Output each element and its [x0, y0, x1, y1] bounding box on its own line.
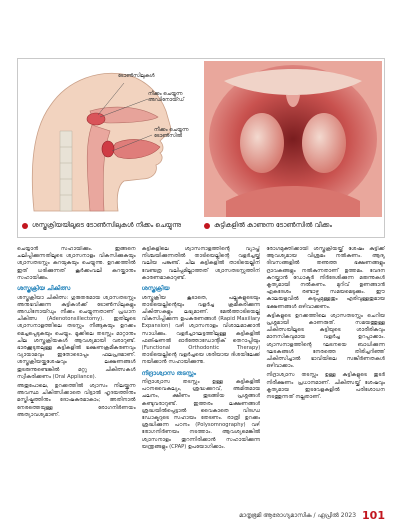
column-2	[142, 246, 261, 502]
page-number: 101	[362, 509, 385, 522]
paragraph: രോഗമുക്തിക്കായി ശസ്ത്രക്രിയയ്ക്ക് ശേഷം കുട്ടിക്ക് ആവശ്യമായ വിശ്രമം നൽകണം. ആദ്യ ദിവസങ്ങളിൽ തണുത്ത ഭക്ഷണങ്ങളും ദ്രാവകങ്ങളും നൽകുന്നതാണ് ഉത്തമം. വേദന കുറയ്ക്കാൻ ഡോക്ടർ നിർദേശിക്കുന്ന മരുന്നുകൾ കൃത്യമായി നൽകണം. മുറിവ് ഉണങ്ങാൻ ഏകദേശം രണ്ടാഴ്ച സമയമെടുക്കും. ഈ കാലയളവിൽ കടുപ്പമുള്ളതും എരിവുള്ളതുമായ ഭക്ഷണങ്ങൾ ഒഴിവാക്കണം.	[266, 246, 386, 310]
paragraph: കുട്ടികളുടെ ഉറക്കത്തിലെ ശ്വാസതടസ്സം ചെറിയ പ്രശ്നമായി കാണരുത്. സമയത്തുള്ള ചികിത്സയിലൂടെ കുട്ടിയുടെ ശാരീരികവും മാനസികവുമായ വളർച്ച ഉറപ്പാക്കാം. ശ്വാസനാളത്തിന്റെ ഘടനയെ ബാധിക്കുന്ന ഘടകങ്ങൾ നേരത്തെ തിരിച്ചറിഞ്ഞ് ചികിത്സിച്ചാൽ ഭാവിയിലെ സങ്കീർണതകൾ ഒഴിവാക്കാം.	[266, 312, 386, 370]
section-heading: ശസ്ത്രക്രിയ	[141, 285, 170, 293]
paragraph: നിദ്രാശ്വാസ തടസ്സം ഉള്ള കുട്ടികളിൽ പഠനവൈകല്യം, ശ്രദ്ധക്കുറവ്, അമിതമായ ചലനം, ക്ഷീണം തുടങ്ങിയ പ്രശ്നങ്ങൾ കണ്ടുവരാറുണ്ട്. ഇത്തരം ലക്ഷണങ്ങൾ ശ്രദ്ധയിൽപ്പെട്ടാൽ വൈകാതെ വിദഗ്ധ ഡോക്ടറുടെ സഹായം തേടണം. രാത്രി ഉറക്കം ശ്രദ്ധിക്കുന്ന പഠനം (Polysomnography) വഴി രോഗനിർണയം നടത്താം. ആവശ്യമെങ്കിൽ ശ്വാസനാളം തുറന്നിരിക്കാൻ സഹായിക്കുന്ന യന്ത്രങ്ങളും (CPAP) ഉപയോഗിക്കാം.	[141, 379, 261, 450]
caption-inflammation	[204, 221, 382, 230]
paragraph: ശസ്ത്രക്രിയാ ചികിത്സ: ഗുരുതരമായ ശ്വാസതടസ്സം അനുഭവിക്കുന്ന കുട്ടികൾക്ക് ടോൺസിലുകളും അഡിനോയ്ഡും നീക്കം ചെയ്യുന്നതാണ് പ്രധാന ചികിത്സ (Adenotonsillectomy). ഇതിലൂടെ ശ്വാസനാളത്തിലെ തടസ്സം നീങ്ങുകയും ഉറക്കം മെച്ചപ്പെടുകയും ചെയ്യും. മൂക്കിലെ തടസ്സം മാറ്റാനും ചില ശസ്ത്രക്രിയകൾ ആവശ്യമായി വരാറുണ്ട്. ഭാരക്കൂടുതലുള്ള കുട്ടികളിൽ ഭക്ഷണക്രമീകരണവും വ്യായാമവും ഇതോടൊപ്പം ഫലപ്രദമാണ്. ശസ്ത്രക്രിയയ്ക്കുശേഷവും ലക്ഷണങ്ങൾ തുടരുന്നുണ്ടെങ്കിൽ മറ്റു ചികിത്സകൾ സ്വീകരിക്കണം (Oral Appliance).	[17, 294, 136, 380]
label-tonsils: ടോൺസിലുകൾ	[118, 73, 155, 79]
figure-panel	[17, 58, 385, 238]
section-heading: നിദ്രാശ്വാസ തടസ്സം	[141, 369, 197, 377]
throat-anatomy-illustration	[20, 61, 196, 217]
caption-surgery-text: ശസ്ത്രക്രിയയിലൂടെ ടോൺസിലുകൾ നീക്കം ചെയ്യുന്നു	[32, 221, 182, 229]
label-tonsil-removed: നീക്കം ചെയ്യുന്ന ടോൺസിൽ	[154, 127, 189, 139]
section-heading: ശസ്ത്രക്രിയ ചികിത്സ	[17, 285, 71, 293]
throat-anatomy-svg	[20, 61, 196, 217]
paragraph: അതുപോലെ, ഉറക്കത്തിൽ ശ്വാസം നിലയ്ക്കുന്ന അവസ്ഥ ചികിത്സിക്കാതെ വിട്ടാൽ ഹൃദയത്തിനും മസ്തിഷ്കത്തിനും ദോഷകരമാകാം; അതിനാൽ നേരത്തെയുള്ള രോഗനിർണയം അത്യാവശ്യമാണ്.	[17, 382, 136, 418]
column-1	[17, 246, 136, 502]
journal-name: മാതൃഭൂമി ആരോഗ്യമാസിക / ഏപ്രിൽ 2023	[239, 511, 357, 519]
caption-inflammation-text: കുട്ടികളിൽ കാണുന്ന ടോൺസിൽ വീക്കം	[214, 221, 332, 229]
caption-bullet-icon	[204, 223, 210, 229]
paragraph: ചെയ്യാൻ സഹായിക്കും. ഇങ്ങനെ ചലിപ്പിക്കുന്നതിലൂടെ ശ്വാസനാളം വികസിക്കുകയും ശ്വാസതടസ്സം കുറയുകയും ചെയ്യുന്നു. ഉറക്കത്തിൽ ഇത് ധരിക്കുന്നത് കൂർക്കംവലി കുറയ്ക്കാനും സഹായിക്കും.	[17, 246, 136, 281]
paragraph: നിദ്രാശ്വാസ തടസ്സം ഉള്ള കുട്ടികളുടെ തുടർ നിരീക്ഷണം പ്രധാനമാണ്. ചികിത്സയ്ക്ക് ശേഷവും കൃത്യമായ ഇടവേളകളിൽ പരിശോധന നടത്തുന്നത് നല്ലതാണ്.	[266, 372, 386, 401]
caption-surgery	[22, 221, 198, 230]
page-footer	[239, 509, 385, 522]
label-adenoid-removed: നീക്കം ചെയ്യുന്ന അഡിനോയ്ഡ്	[148, 91, 185, 103]
column-3	[266, 246, 385, 502]
tonsil-photo	[204, 61, 382, 217]
paragraph: കുട്ടികളിലെ ശ്വാസനാളത്തിന്റെ വ്യാപ്തി നിശ്ചയിക്കുന്നതിൽ താടിയെല്ലിന്റെ വളർച്ചയ്ക്ക് വലിയ പങ്കുണ്ട്. ചില കുട്ടികളിൽ താടിയെല്ലിന് വേണ്ടത്ര വലിപ്പമില്ലാത്തത് ശ്വാസതടസ്സത്തിന് കാരണമാകാറുണ്ട്.	[141, 246, 261, 281]
paragraph: ശസ്ത്രക്രിയ കൂടാതെ, പല്ലുകളുടെയും താടിയെല്ലിന്റെയും വളർച്ച ക്രമീകരിക്കുന്ന ചികിത്സകളും ലഭ്യമാണ്. മേൽത്താടിയെല്ല് വികസിപ്പിക്കുന്ന ഉപകരണങ്ങൾ (Rapid Maxillary Expansion) വഴി ശ്വാസനാളം വിശാലമാക്കാൻ സാധിക്കും. വളർച്ചാഘട്ടത്തിലുള്ള കുട്ടികളിൽ ഫങ്ഷണൽ ഓർത്തോഡോന്റിക് തെറാപ്പിയും (Functional Orthodontic Therapy) താടിയെല്ലിന്റെ വളർച്ചയെ ശരിയായ ദിശയിലേക്ക് നയിക്കാൻ സഹായിക്കുന്നു.	[141, 294, 261, 366]
tonsil-photo-svg	[204, 61, 382, 217]
caption-bullet-icon	[22, 223, 28, 229]
article-body	[17, 246, 385, 502]
